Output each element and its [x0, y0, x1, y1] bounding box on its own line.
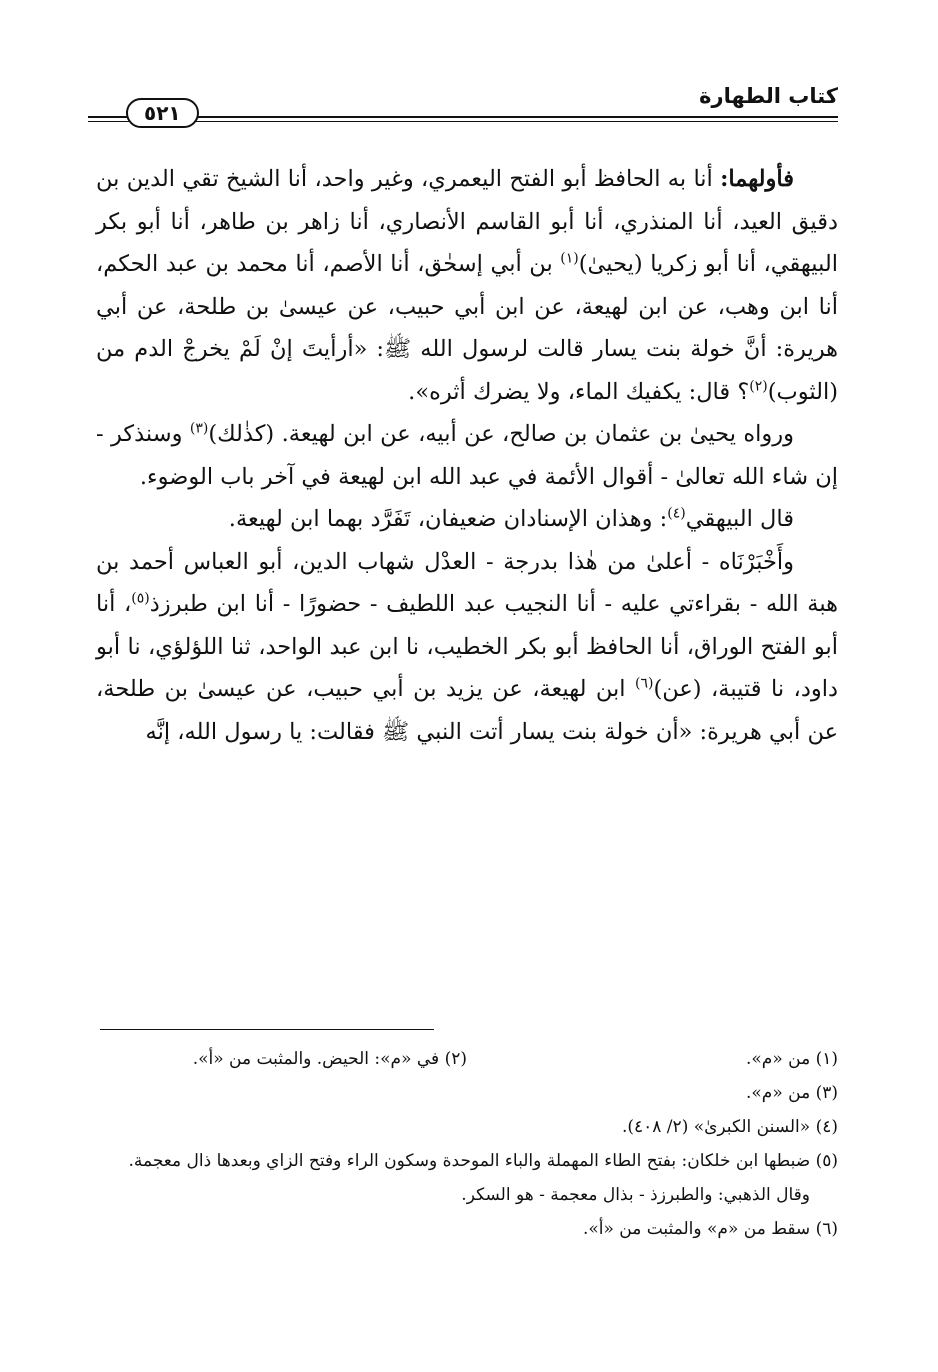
- footnote-5: (٥) ضبطها ابن خلكان: بفتح الطاء المهملة والباء الموحدة وسكون الراء وفتح الزاي وبعدها ذال معجمة. وقال الذهبي: والطبرزذ - بذال معجمة - هو السكر.: [128, 1151, 838, 1205]
- paragraph-4: [96, 541, 838, 754]
- paragraph-lead: فأولهما:: [720, 166, 794, 192]
- footnote-row: [96, 1042, 838, 1076]
- footnote-3: (٣) من «م».: [746, 1083, 838, 1103]
- main-text: [96, 158, 838, 753]
- paragraph-1: [96, 158, 838, 413]
- paragraph-2: [96, 413, 838, 498]
- footnote-ref: (٣): [189, 420, 209, 437]
- footnote-ref: (١): [560, 250, 579, 267]
- paragraph-text: وسنذكر - إن شاء الله تعالىٰ - أقوال الأئمة في عبد الله ابن لهيعة في آخر باب الوضوء.: [96, 421, 838, 490]
- paragraph-text: ، أنا أبو الفتح الوراق، أنا الحافظ أبو بكر الخطيب، نا ابن عبد الواحد، ثنا اللؤلؤي، نا أبو داود، نا قتيبة، (عن): [96, 591, 838, 702]
- footnote-ref: (٢): [749, 378, 768, 394]
- paragraph-3: [96, 498, 838, 541]
- paragraph-text: أنا به الحافظ أبو الفتح اليعمري، وغير واحد، أنا الشيخ تقي الدين بن دقيق العيد، أنا المنذري، أنا أبو القاسم الأنصاري، أنا زاهر بن طاهر، أنا أبو بكر البيهقي، أنا أبو زكريا (يحيىٰ): [96, 166, 838, 277]
- footnote-1: (١) من «م».: [746, 1049, 838, 1069]
- page-header: [88, 82, 838, 128]
- paragraph-text: ؟ قال: يكفيك الماء، ولا يضرك أثره».: [408, 378, 750, 405]
- footnote-ref: (٤): [667, 505, 686, 522]
- paragraph-text: بن أبي إسحٰق، أنا الأصم، أنا محمد بن عبد الحكم، أنا ابن وهب، عن ابن لهيعة، عن ابن أبي حبيب، عن عيسىٰ بن طلحة، عن أبي هريرة: أنَّ خولة بنت يسار قالت لرسول الله ﷺ: «أرأيتَ إنْ لَمْ يخرجْ الدم من (الثوب): [96, 251, 838, 405]
- page-number: ٥٢١: [126, 98, 199, 128]
- footnote-rule: [100, 1029, 434, 1030]
- paragraph-text: ابن لهيعة، عن يزيد بن أبي حبيب، عن عيسىٰ بن طلحة، عن أبي هريرة: «أن خولة بنت يسار أتت النبي ﷺ فقالت: يا رسول الله، إنَّه: [96, 676, 838, 745]
- paragraph-text: قال البيهقي: [685, 506, 794, 532]
- paragraph-text: : وهذان الإسنادان ضعيفان، تَفَرَّد بهما ابن لهيعة.: [228, 506, 668, 532]
- paragraph-text: ورواه يحيىٰ بن عثمان بن صالح، عن أبيه، عن ابن لهيعة. (كذٰلك): [208, 421, 794, 447]
- footnotes: [96, 1042, 838, 1246]
- footnote-ref: (٦): [635, 675, 654, 692]
- footnote-ref: (٥): [131, 590, 150, 607]
- footnote-4: (٤) «السنن الكبرىٰ» (٢/ ٤٠٨).: [621, 1117, 838, 1137]
- footnote-6: (٦) سقط من «م» والمثبت من «أ».: [582, 1219, 838, 1239]
- paragraph-text: وأَخْبَرْنَاه - أعلىٰ من هٰذا بدرجة - العدْل شهاب الدين، أبو العباس أحمد بن هبة الله - بقراءتي عليه - أنا النجيب عبد اللطيف - حضورًا - أنا ابن طبرزذ: [96, 548, 838, 617]
- footnote-2: (٢) في «م»: الحيض. والمثبت من «أ».: [192, 1049, 467, 1069]
- header-rule: [88, 116, 838, 122]
- book-title: كتاب الطهارة: [699, 84, 838, 108]
